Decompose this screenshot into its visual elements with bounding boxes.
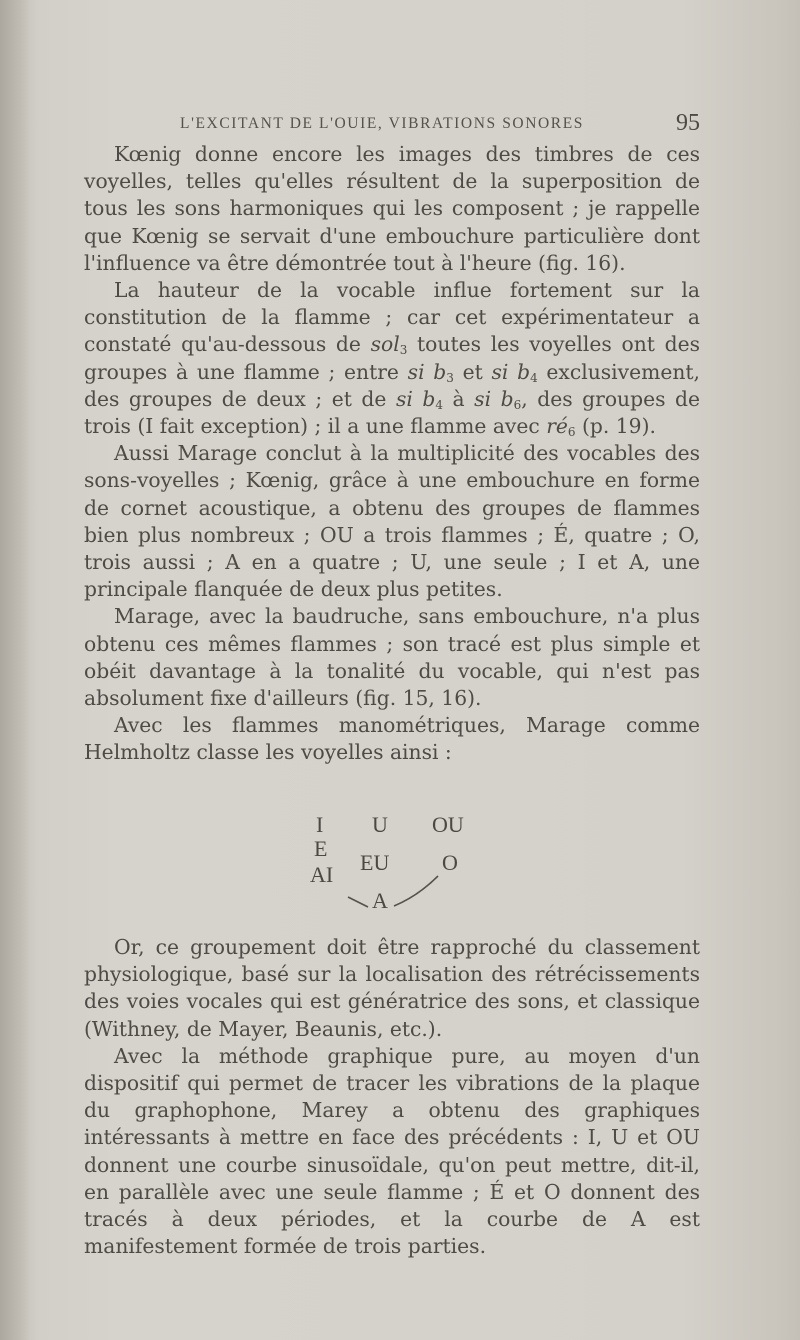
vowel-AI: AI [310, 862, 334, 887]
running-title: L'EXCITANT DE L'OUIE, VIBRATIONS SONORES [180, 115, 585, 132]
vowel-A: A [372, 888, 388, 913]
paragraph-marage-conclut: Aussi Marage conclut à la multiplicité des vocables des sons-voyelles ; Kœnig, grâce à une embouchure en forme de cornet acoustique, a obtenu des groupes de flammes bien plus nombreux ; OU a trois flammes ; É, quatre ; O, trois aussi ; A en a quatre ; U, une seule ; I et A, une principale flanquée de deux plus petites. [84, 441, 700, 602]
vowel-classification-diagram [300, 802, 490, 922]
paragraph-groupement: Or, ce groupement doit être rapproché du classement physiologique, basé sur la localisation des rétrécissements des voies vocales qui est génératrice des sons, et classique (Withney, de Mayer, Beaunis, etc.). [84, 935, 700, 1041]
diagram-line-right [394, 876, 438, 906]
paragraph-koenig-timbres: Kœnig donne encore les images des timbres de ces voyelles, telles qu'elles résultent de la superposition de tous les sons harmoniques qui les composent ; je rappelle que Kœnig se servait d'une embouchure particulière dont l'influence va être démontrée tout à l'heure (fig. 16). [84, 142, 700, 275]
vowel-I: I [316, 812, 324, 837]
vowel-U: U [372, 812, 388, 837]
vowel-EU: EU [360, 850, 390, 875]
diagram-line-left [348, 897, 368, 907]
page-header [180, 110, 700, 143]
vowel-O: O [442, 850, 458, 875]
vowel-OU: OU [432, 812, 464, 837]
body-text-bottom [84, 934, 700, 1260]
paragraph-flammes-manometriques: Avec les flammes manométriques, Marage comme Helmholtz classe les voyelles ainsi : [84, 713, 700, 765]
body-text-top [84, 141, 700, 767]
paragraph-baudruche: Marage, avec la baudruche, sans embouchure, n'a plus obtenu ces mêmes flammes ; son tracé est plus simple et obéit davantage à la tonalité du vocable, qui n'est pas absolument fixe d'ailleurs (fig. 15, 16). [84, 604, 700, 711]
page-number: 95 [676, 110, 700, 136]
paragraph-hauteur-vocable: La hauteur de la vocable influe fortement sur la constitution de la flamme ; car cet expérimentateur a constaté qu'au-dessous de sol$_3$ toutes les voyelles ont des groupes à une flamme ; entre si $b_3$ et si $b_4$ exclusivement, des groupes de deux ; et de si $b_4$ à si $b_6$, des groupes de trois (I fait exception) ; il a une flamme avec $ré_6$ (p. 19). [84, 278, 701, 440]
paragraph-methode-graphique: Avec la méthode graphique pure, au moyen d'un dispositif qui permet de tracer les vibrations de la plaque du graphophone, Marey a obtenu des graphiques intéressants à mettre en face des précédents : I, U et OU donnent une courbe sinusoïdale, qu'on peut mettre, dit-il, en parallèle avec une seule flamme ; É et O donnent des tracés à deux périodes, et la courbe de A est manifestement formée de trois parties. [84, 1043, 700, 1259]
vowel-E: E [314, 836, 328, 861]
